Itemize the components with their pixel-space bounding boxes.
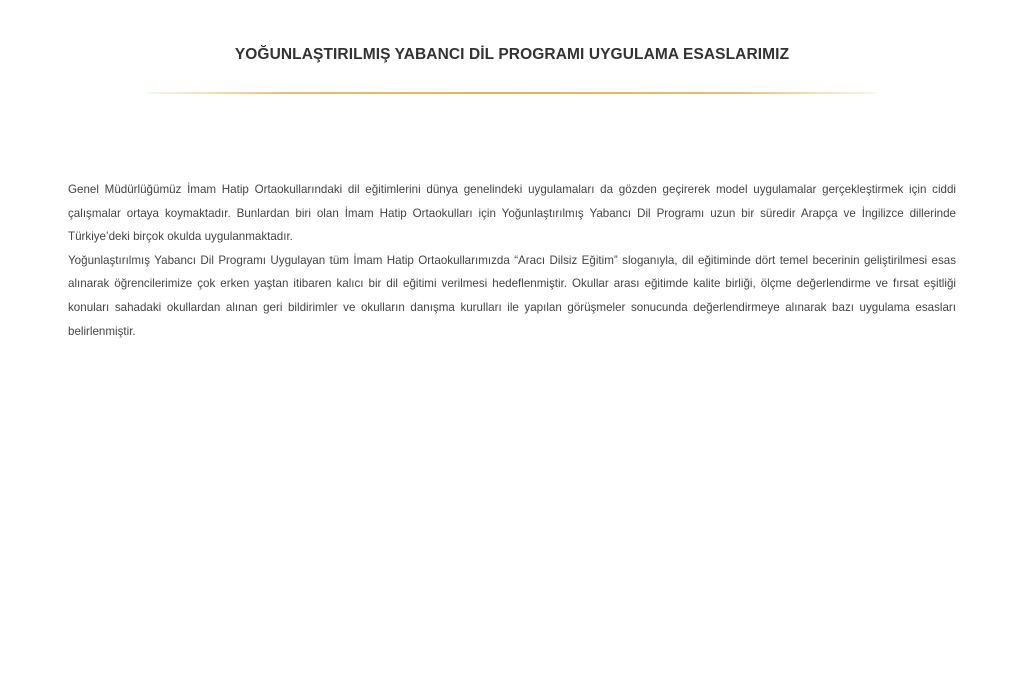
content-body [68, 178, 956, 343]
paragraph-program-details: Yoğunlaştırılmış Yabancı Dil Programı Uygulayan tüm İmam Hatip Ortaokullarımızda “Aracı Dilsiz Eğitim” sloganıyla, dil eğitiminde dört temel becerinin geliştirilmesi esas alınarak öğrencilerimize çok erken yaştan itibaren kalıcı bir dil eğitimi verilmesi hedeflenmiştir. Okullar arası eğitimde kalite birliği, ölçme değerlendirme ve fırsat eşitliği konuları sahadaki okullardan alınan geri bildirimler ve okulların danışma kurulları ile yapılan görüşmeler sonucunda değerlendirmeye alınarak bazı uygulama esasları belirlenmiştir. [68, 253, 956, 338]
title-divider [148, 92, 876, 94]
paragraph-intro: Genel Müdürlüğümüz İmam Hatip Ortaokullarındaki dil eğitimlerini dünya genelindeki uygulamaları da gözden geçirerek model uygulamalar gerçekleştirmek için ciddi çalışmalar ortaya koymaktadır. Bunlardan biri olan İmam Hatip Ortaokulları için Yoğunlaştırılmış Yabancı Dil Programı uzun bir süredir Arapça ve İngilizce dillerinde Türkiye’deki birçok okulda uygulanmaktadır. [68, 183, 956, 244]
page-title: YOĞUNLAŞTIRILMIŞ YABANCI DİL PROGRAMI UYGULAMA ESASLARIMIZ [234, 46, 790, 63]
